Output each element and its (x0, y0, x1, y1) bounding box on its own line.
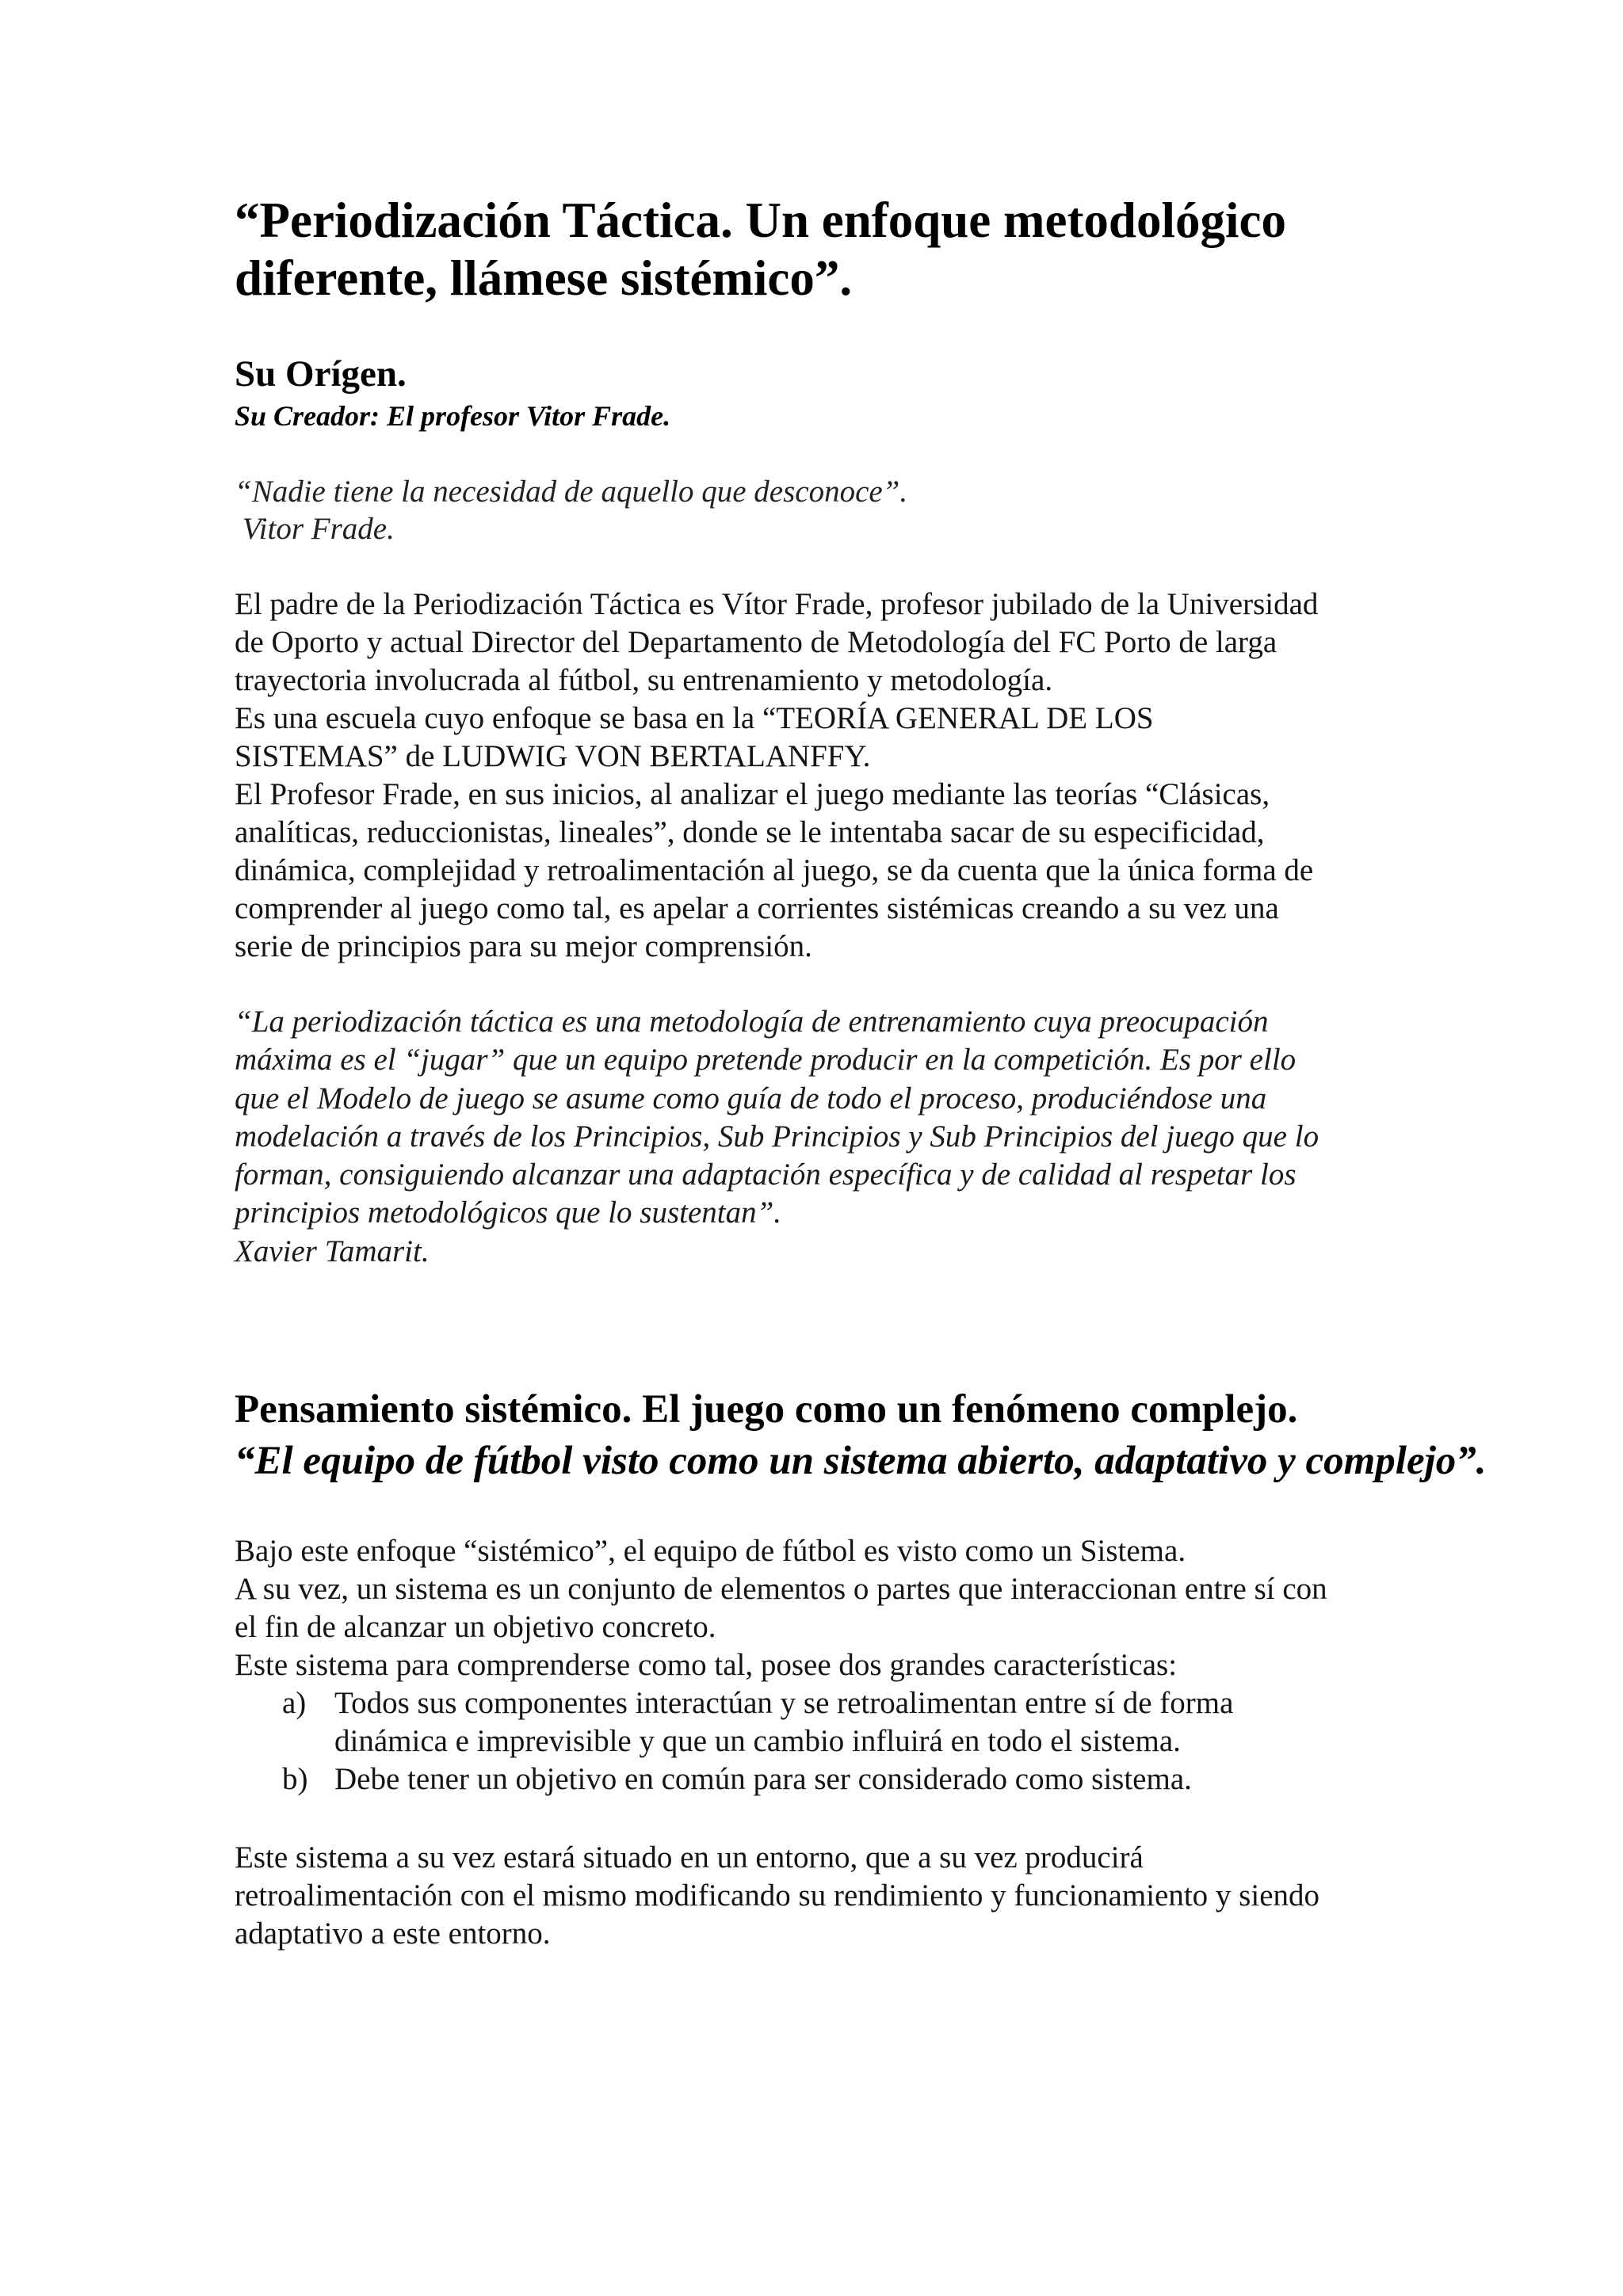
section-subheading: “El equipo de fútbol visto como un sistema abierto, adaptativo y complejo”. (235, 1439, 1487, 1483)
paragraph-line: Este sistema para comprenderse como tal, posee dos grandes características: (235, 1648, 1178, 1682)
paragraph-line: Es una escuela cuyo enfoque se basa en la “TEORÍA GENERAL DE LOS (235, 701, 1154, 735)
paragraph-line: Este sistema a su vez estará situado en un entorno, que a su vez producirá (235, 1840, 1144, 1875)
paragraph-system-environment (235, 1839, 1319, 1953)
creator-line: Su Creador: El profesor Vitor Frade. (235, 400, 671, 432)
quote-line: máxima es el “jugar” que un equipo pretende producir en la competición. Es por ello (235, 1043, 1296, 1077)
tamarit-quote (235, 1003, 1319, 1271)
quote-line: que el Modelo de juego se asume como guía de todo el proceso, produciéndose una (235, 1081, 1267, 1116)
frade-quote (235, 473, 907, 547)
list-marker: b) (282, 1762, 308, 1796)
paragraph-line: SISTEMAS” de LUDWIG VON BERTALANFFY. (235, 739, 871, 773)
frade-quote-text: “Nadie tiene la necesidad de aquello que desconoce”. (235, 475, 908, 509)
quote-line: principios metodológicos que lo sustentan”. (235, 1196, 782, 1230)
origin-heading: Su Orígen. (235, 353, 407, 395)
paragraph-line: Bajo este enfoque “sistémico”, el equipo de fútbol es visto como un Sistema. (235, 1534, 1186, 1568)
list-item (235, 1760, 1233, 1798)
list-marker: a) (282, 1686, 307, 1720)
paragraph-line: retroalimentación con el mismo modificando su rendimiento y funcionamiento y siendo (235, 1878, 1319, 1913)
document-title: “Periodización Táctica. Un enfoque metodológico diferente, llámese sistémico”. (235, 193, 1286, 306)
quote-line: forman, consiguiendo alcanzar una adaptación específica y de calidad al respetar los (235, 1158, 1296, 1192)
paragraph-line: adaptativo a este entorno. (235, 1917, 551, 1951)
paragraph-system-intro (235, 1532, 1327, 1684)
paragraph-line: El Profesor Frade, en sus inicios, al analizar el juego mediante las teorías “Clásicas, (235, 777, 1270, 811)
paragraph-line: A su vez, un sistema es un conjunto de elementos o partes que interaccionan entre sí con (235, 1572, 1327, 1606)
paragraph-line: serie de principios para su mejor comprensión. (235, 929, 812, 963)
paragraph-line: analíticas, reduccionistas, lineales”, donde se le intentaba sacar de su especificidad, (235, 815, 1265, 849)
paragraph-line: comprender al juego como tal, es apelar a corrientes sistémicas creando a su vez una (235, 891, 1279, 925)
paragraph-line: El padre de la Periodización Táctica es Vítor Frade, profesor jubilado de la Universidad (235, 587, 1319, 621)
list-item (235, 1684, 1233, 1760)
tamarit-quote-author: Xavier Tamarit. (235, 1234, 430, 1268)
paragraph-line: dinámica, complejidad y retroalimentación al juego, se da cuenta que la única forma de (235, 853, 1314, 887)
quote-line: “La periodización táctica es una metodología de entrenamiento cuya preocupación (235, 1005, 1269, 1039)
list-item-line: Todos sus componentes interactúan y se retroalimentan entre sí de forma (334, 1686, 1234, 1720)
paragraph-line: de Oporto y actual Director del Departamento de Metodología del FC Porto de larga (235, 625, 1277, 659)
list-item-line: Debe tener un objetivo en común para ser considerado como sistema. (334, 1762, 1192, 1796)
section-heading-systemic (235, 1384, 1487, 1487)
characteristics-list (235, 1684, 1233, 1798)
quote-line: modelación a través de los Principios, Sub Principios y Sub Principios del juego que lo (235, 1119, 1319, 1154)
paragraph-line: el fin de alcanzar un objetivo concreto. (235, 1610, 716, 1644)
paragraph-line: trayectoria involucrada al fútbol, su entrenamiento y metodología. (235, 663, 1053, 697)
section-heading-text: Pensamiento sistémico. El juego como un fenómeno complejo. (235, 1387, 1298, 1432)
frade-quote-author: Vitor Frade. (235, 512, 395, 546)
paragraph-origin (235, 585, 1318, 966)
list-item-line: dinámica e imprevisible y que un cambio influirá en todo el sistema. (334, 1724, 1181, 1758)
